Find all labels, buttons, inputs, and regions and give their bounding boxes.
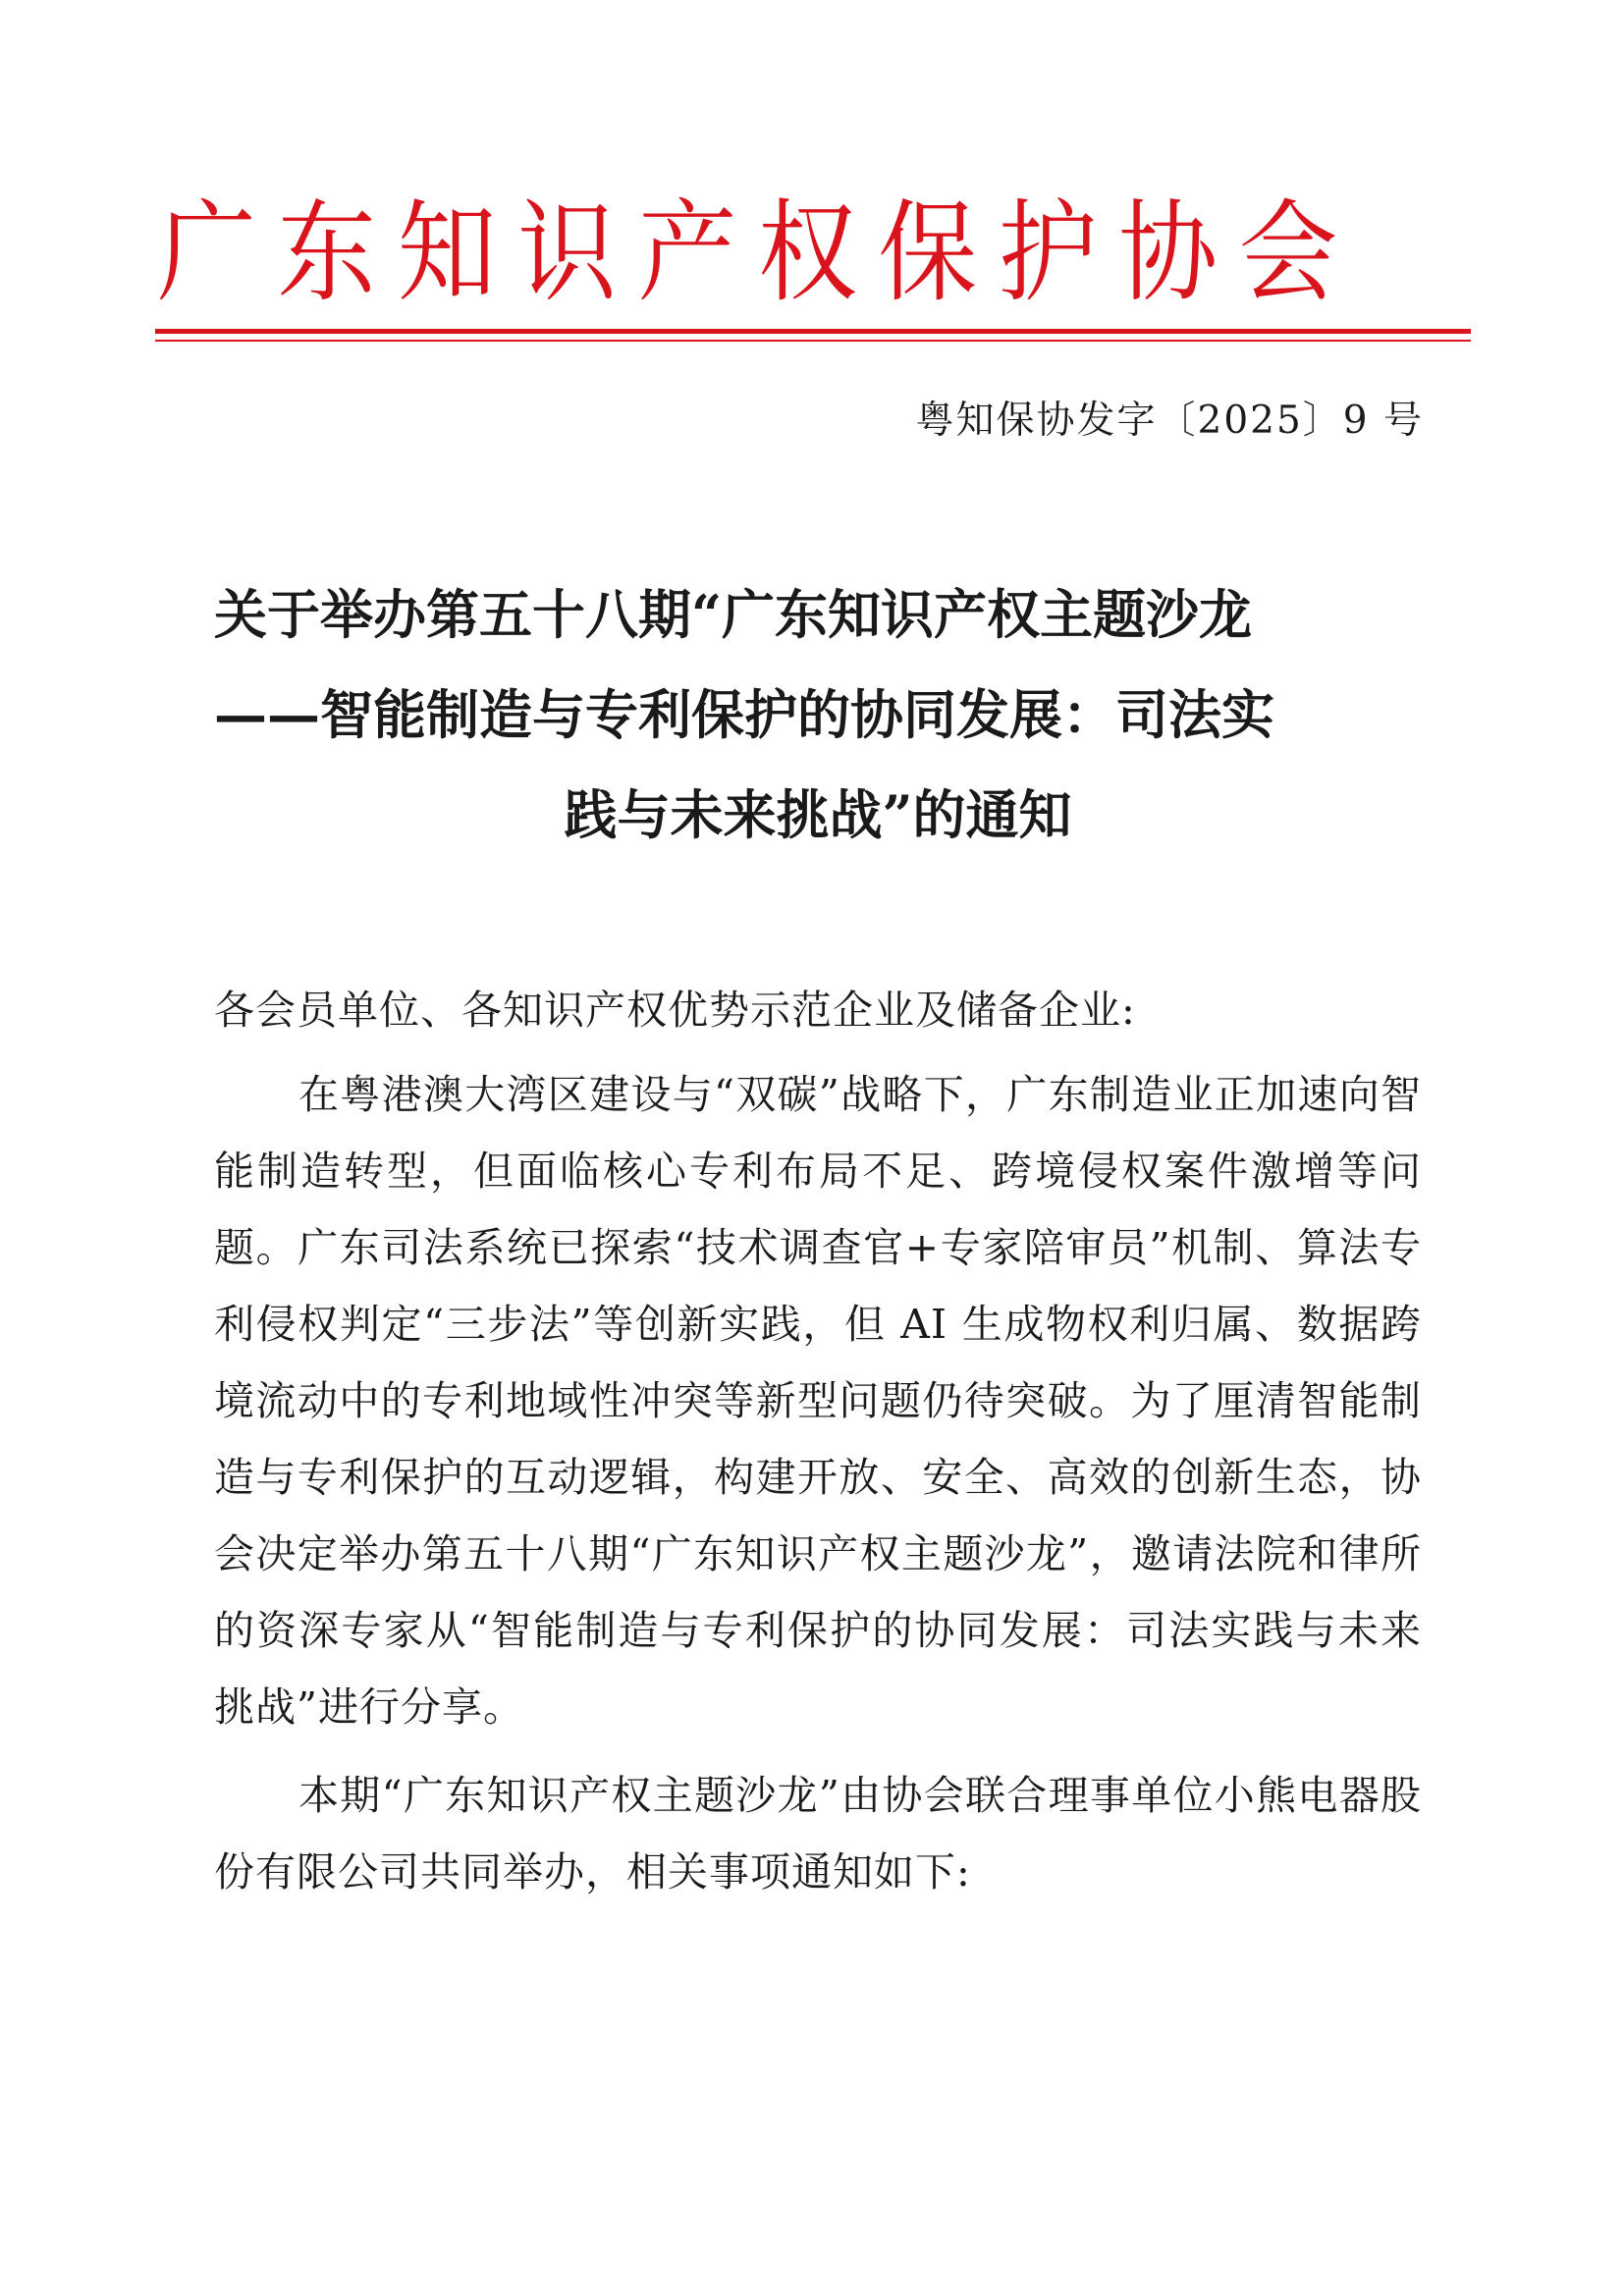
title-line-1: 关于举办第五十八期“广东知识产权主题沙龙 (214, 583, 1253, 646)
document-title (214, 564, 1422, 865)
organization-header: 广东知识产权保护协会 (157, 189, 1359, 317)
header-rule-thin (155, 340, 1471, 342)
salutation: 各会员单位、各知识产权优势示范企业及储备企业: (214, 987, 1136, 1034)
document-body (214, 972, 1422, 1910)
header-rule-thick (155, 329, 1471, 334)
document-number: 粤知保协发字〔2025〕9 号 (915, 399, 1424, 443)
body-paragraph-2: 本期“广东知识产权主题沙龙”由协会联合理事单位小熊电器股份有限公司共同举办，相关事项通知如下: (214, 1772, 1422, 1896)
title-line-2: ——智能制造与专利保护的协同发展：司法实 (214, 683, 1274, 746)
title-line-3: 践与未来挑战”的通知 (564, 783, 1072, 846)
body-paragraph-1: 在粤港澳大湾区建设与“双碳”战略下，广东制造业正加速向智能制造转型，但面临核心专利布局不足、跨境侵权案件激增等问题。广东司法系统已探索“技术调查官+专家陪审员”机制、算法专利侵权判定“三步法”等创新实践，但 AI 生成物权利归属、数据跨境流动中的专利地域性冲突等新型问题仍待突破。为了厘清智能制造与专利保护的互动逻辑，构建开放、安全、高效的创新生态，协会决定举办第五十八期“广东知识产权主题沙龙”，邀请法院和律所的资深专家从“智能制造与专利保护的协同发展：司法实践与未来挑战”进行分享。 (214, 1071, 1422, 1731)
